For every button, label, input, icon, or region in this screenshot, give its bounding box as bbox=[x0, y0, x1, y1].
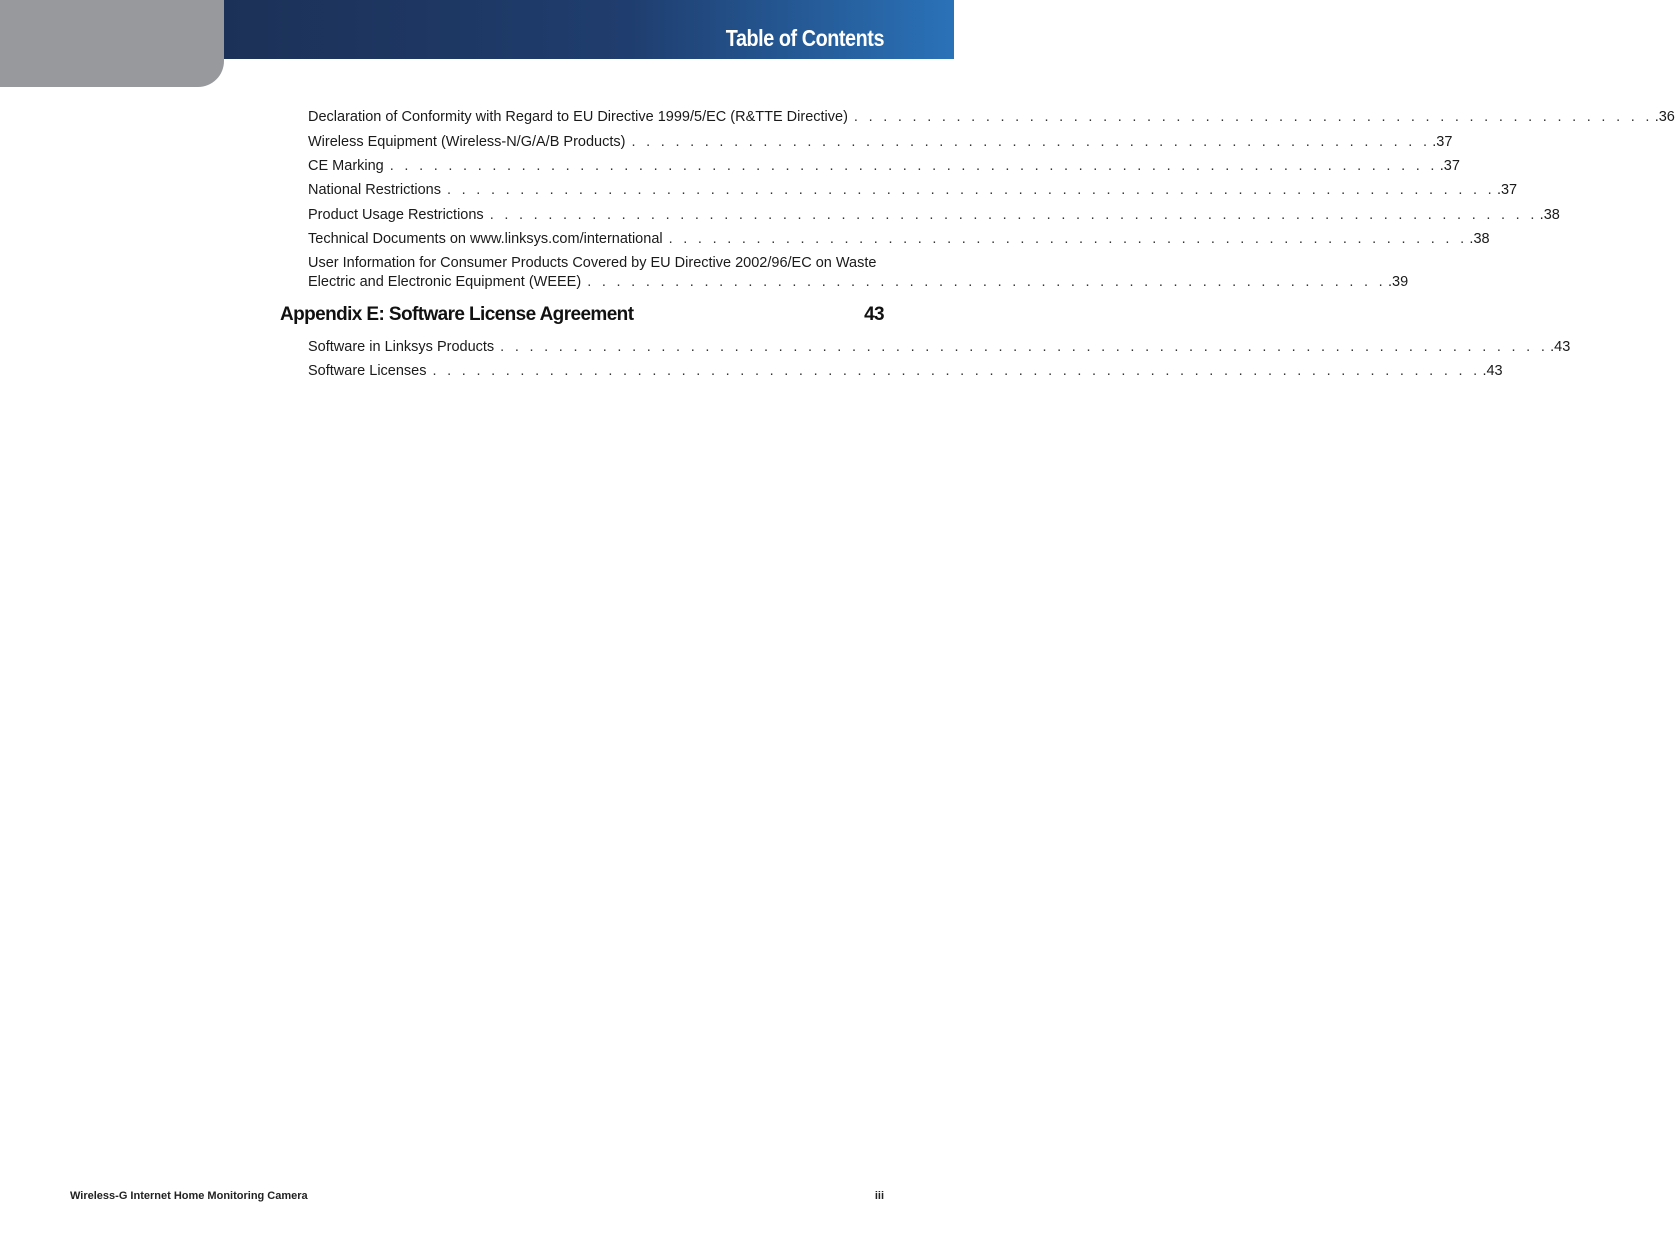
toc-section-heading[interactable] bbox=[280, 304, 884, 326]
footer-product-name: Wireless-G Internet Home Monitoring Camera bbox=[70, 1190, 308, 1202]
toc-entry-label: National Restrictions bbox=[308, 182, 441, 198]
header-title-bar bbox=[224, 0, 954, 59]
toc-entry-page: .43 bbox=[1482, 363, 1503, 379]
toc-entry-page: .43 bbox=[1550, 339, 1571, 355]
toc-entry-page: .37 bbox=[1496, 182, 1518, 198]
toc-leader: . . . . . . . . . . . . . . . . . . . . . . . . . . . . . . . . . . . . . . . . . . . . . . . . . . . . . . . bbox=[668, 231, 1468, 247]
toc-section-page: 43 bbox=[864, 304, 884, 325]
toc-leader: . . . . . . . . . . . . . . . . . . . . . . . . . . . . . . . . . . . . . . . . . . . . . . . . . . . . . . . bbox=[587, 274, 1386, 290]
header-gray-tab bbox=[0, 0, 224, 87]
toc-entry[interactable] bbox=[308, 338, 1571, 357]
toc-leader: . . . . . . . . . . . . . . . . . . . . . . . . . . . . . . . . . . . . . . . . . . . . . . . . . . . . . . . bbox=[631, 134, 1431, 150]
toc-entry-label: User Information for Consumer Products Covered by EU Directive 2002/96/EC on Waste bbox=[308, 255, 877, 271]
toc-entry-label-continued: Electric and Electronic Equipment (WEEE) bbox=[308, 274, 582, 290]
toc-leader: . . . . . . . . . . . . . . . . . . . . . . . . . . . . . . . . . . . . . . . . . . . . . . . . . . . . . . . . . . . . . . . . . . . . . . . . bbox=[432, 363, 1481, 379]
toc-entry-page: .38 bbox=[1539, 207, 1560, 223]
toc-entry[interactable] bbox=[308, 133, 1453, 152]
toc-leader: . . . . . . . . . . . . . . . . . . . . . . . . . . . . . . . . . . . . . . . . . . . . . . . . . . . . . . . . . . . . . . . . . . . . . . . . bbox=[389, 158, 1438, 174]
toc-section-title: Appendix E: Software License Agreement bbox=[280, 304, 634, 325]
toc-entry-label: Software in Linksys Products bbox=[308, 339, 495, 355]
toc-entry[interactable] bbox=[308, 362, 1503, 381]
toc-entry[interactable] bbox=[308, 206, 1560, 225]
toc-entry-page: .37 bbox=[1432, 134, 1453, 150]
toc-entry-weee[interactable] bbox=[308, 254, 1409, 292]
toc-leader: . . . . . . . . . . . . . . . . . . . . . . . . . . . . . . . . . . . . . . . . . . . . . . . . . . . . . . . bbox=[853, 109, 1653, 125]
toc-entry[interactable] bbox=[308, 230, 1490, 249]
page-title: Table of Contents bbox=[725, 25, 884, 51]
toc-entry-label: Wireless Equipment (Wireless-N/G/A/B Products) bbox=[308, 134, 626, 150]
toc-entry-label: Product Usage Restrictions bbox=[308, 207, 484, 223]
toc-entry-label: CE Marking bbox=[308, 158, 384, 174]
toc-entry-page: .38 bbox=[1469, 231, 1490, 247]
toc-entry-page: .37 bbox=[1439, 158, 1460, 174]
toc-entry-label: Software Licenses bbox=[308, 363, 427, 379]
toc-entry-page: .39 bbox=[1388, 274, 1409, 290]
toc-entry[interactable] bbox=[308, 157, 1460, 176]
toc-entry-label: Declaration of Conformity with Regard to EU Directive 1999/5/EC (R&TTE Directive) bbox=[308, 109, 848, 125]
toc-entry[interactable] bbox=[308, 108, 1675, 127]
toc-leader: . . . . . . . . . . . . . . . . . . . . . . . . . . . . . . . . . . . . . . . . . . . . . . . . . . . . . . . . . . . . . . . . . . . . . . . . bbox=[500, 339, 1549, 355]
footer-page-number: iii bbox=[874, 1190, 884, 1202]
toc-entry-page: .36 bbox=[1654, 109, 1675, 125]
toc-leader: . . . . . . . . . . . . . . . . . . . . . . . . . . . . . . . . . . . . . . . . . . . . . . . . . . . . . . . . . . . . . . . . . . . . . . . . bbox=[489, 207, 1538, 223]
toc-entry[interactable] bbox=[308, 181, 1518, 200]
toc-entry-label: Technical Documents on www.linksys.com/international bbox=[308, 231, 663, 247]
toc-leader: . . . . . . . . . . . . . . . . . . . . . . . . . . . . . . . . . . . . . . . . . . . . . . . . . . . . . . . . . . . . . . . . . . . . . . . . bbox=[446, 182, 1495, 198]
